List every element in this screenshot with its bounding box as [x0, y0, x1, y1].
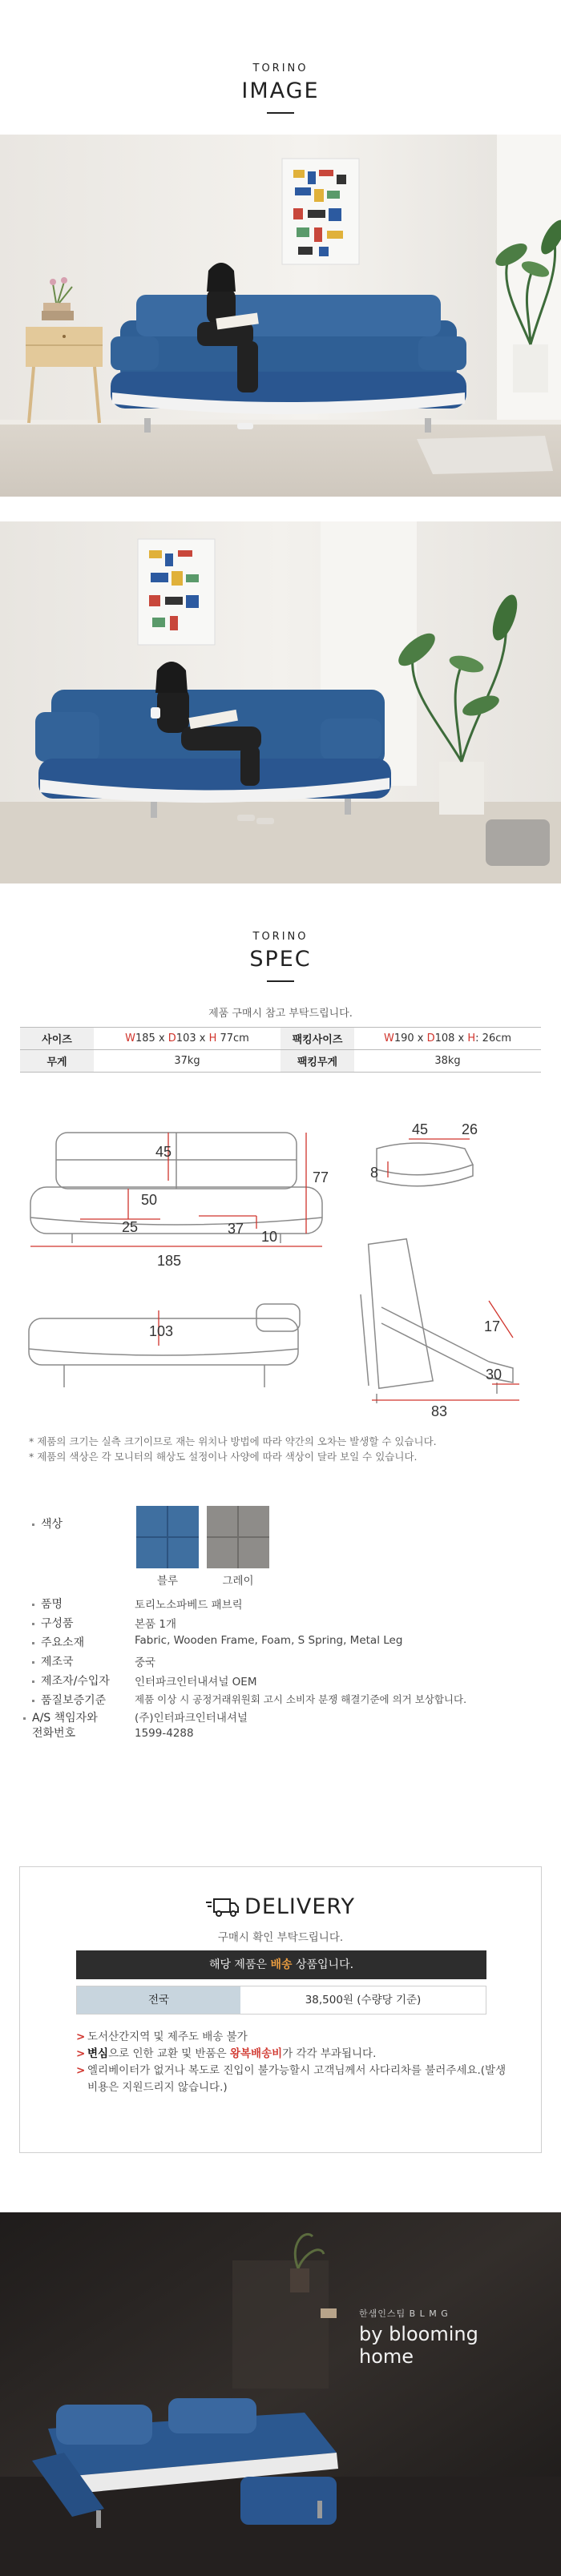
price-value: 38,500원 (수량당 기준) [305, 1994, 422, 2006]
swatch-blue[interactable] [136, 1506, 199, 1568]
dim-25: 25 [122, 1219, 139, 1235]
info-row: 품질보증기준 제품 이상 시 공정거래위원회 고시 소비자 분쟁 해결기준에 의거 보상합니다. [32, 1692, 545, 1711]
dim-pillow-8: 8 [370, 1165, 379, 1181]
spec-label-packing-weight: 팩킹무게 [280, 1050, 354, 1073]
spec-label-size: 사이즈 [20, 1028, 94, 1050]
dim-103: 103 [149, 1323, 174, 1339]
info-row: 품명 토리노소파베드 패브릭 [32, 1596, 545, 1615]
swatch-gray[interactable] [207, 1506, 269, 1568]
bullet-dot [32, 1523, 34, 1526]
region-label: 전국 [77, 1986, 240, 2014]
spec-value-size: W185 x D103 x H 77cm [94, 1028, 280, 1050]
product-photo-dark [0, 2212, 561, 2576]
brand-small: 한샘인스팀 B L M G [359, 2308, 449, 2319]
product-photo-2 [0, 521, 561, 883]
delivery-type-bar: 해당 제품은 배송 상품입니다. [76, 1950, 486, 1979]
info-row: 제조자/수입자 인터파크인터내셔널 OEM [32, 1672, 545, 1692]
truck-icon [206, 1896, 240, 1918]
spec-note: 제품 구매시 참고 부탁드립니다. [208, 1008, 353, 1020]
delivery-subtitle: 구매시 확인 부탁드립니다. [217, 1931, 344, 1944]
delivery-box [19, 1866, 542, 2153]
image-title: IMAGE [241, 78, 320, 103]
dim-30: 30 [486, 1366, 502, 1383]
dim-45: 45 [155, 1144, 172, 1160]
info-row: 제조국 중국 [32, 1653, 545, 1672]
note-line: * 제품의 크기는 실측 크기이므로 재는 위치나 방법에 따라 약간의 오차는 발생할 수 있습니다. [29, 1435, 437, 1447]
dim-83: 83 [431, 1403, 448, 1419]
spec-eyebrow: TORINO [252, 931, 309, 943]
dim-185: 185 [157, 1253, 182, 1269]
delivery-note: > 엘리베이터가 없거나 복도로 진입이 불가능할시 고객님께서 사다리차를 불러주세요.(발생비용은 지원드리지 않습니다.) [76, 2063, 509, 2096]
dim-10: 10 [261, 1229, 278, 1245]
spec-label-weight: 무게 [20, 1050, 94, 1073]
swatch-gray-label: 그레이 [222, 1575, 254, 1588]
product-photo-1 [0, 135, 561, 497]
brand-block [359, 2307, 535, 2368]
spec-table [20, 1027, 541, 1073]
brand-name: by blooming home [359, 2323, 478, 2368]
delivery-note: > 도서산간지역 및 제주도 배송 불가 [76, 2029, 509, 2046]
dim-pillow-26: 26 [462, 1121, 478, 1137]
spec-label-packing-size: 팩킹사이즈 [280, 1028, 354, 1050]
spec-title: SPEC [249, 947, 312, 972]
dim-50: 50 [141, 1192, 158, 1208]
delivery-price-row [76, 1986, 486, 2015]
swatch-blue-label: 블루 [156, 1575, 179, 1588]
info-row: 주요소재 Fabric, Wooden Frame, Foam, S Spring, Metal Leg [32, 1634, 545, 1653]
dim-pillow-45: 45 [412, 1121, 429, 1137]
dim-17: 17 [484, 1318, 501, 1334]
info-list [32, 1596, 545, 1749]
title-underline [267, 112, 294, 114]
spec-underline [267, 980, 294, 982]
dim-77: 77 [313, 1169, 329, 1185]
dim-37: 37 [228, 1221, 244, 1237]
dimension-drawing [0, 1121, 561, 1426]
spec-row [20, 1028, 541, 1050]
spec-row [20, 1050, 541, 1073]
delivery-note: > 변심으로 인한 교환 및 반품은 왕복배송비가 각각 부과됩니다. [76, 2046, 509, 2063]
info-row: A/S 책임자와 전화번호 (주)인터파크인터내셔널 1599-4288 [32, 1711, 545, 1749]
spec-value-weight: 37kg [94, 1050, 280, 1073]
image-eyebrow: TORINO [252, 62, 309, 74]
spec-value-packing-weight: 38kg [354, 1050, 541, 1073]
delivery-notes [76, 2029, 509, 2096]
info-row: 구성품 본품 1개 [32, 1615, 545, 1634]
note-line: * 제품의 색상은 각 모니터의 해상도 설정이나 사양에 따라 색상이 달라 보일 수 있습니다. [29, 1451, 418, 1463]
delivery-heading: DELIVERY [20, 1894, 541, 1919]
color-label: 색상 [32, 1515, 63, 1532]
spec-notes [29, 1434, 542, 1464]
spec-value-packing-size: W190 x D108 x H: 26cm [354, 1028, 541, 1050]
